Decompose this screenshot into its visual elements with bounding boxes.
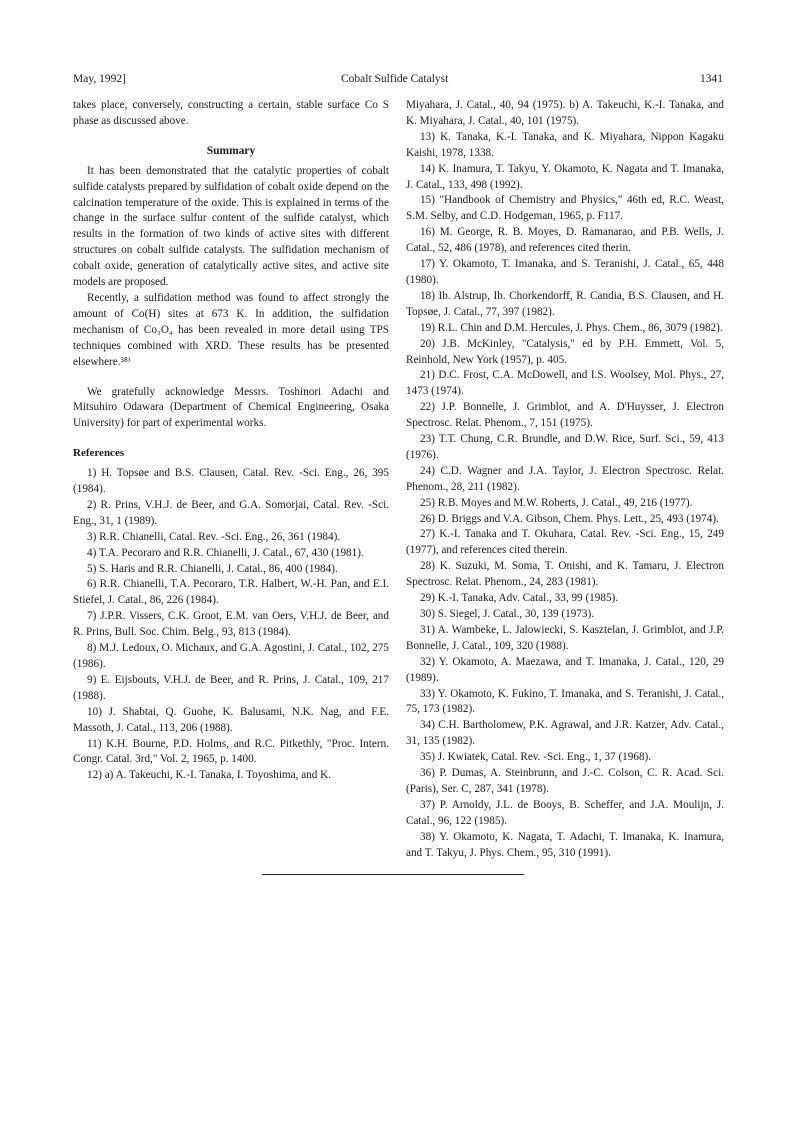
reference-item: 36) P. Dumas, A. Steinbrunn, and J.-C. Colson, C. R. Acad. Sci. (Paris), Ser. C, 287, 341 (1978). [406,767,724,795]
summary-paragraph-1: It has been demonstrated that the catalytic properties of cobalt sulfide catalysts prepared by sulfidation of cobalt oxide depend on the calcination temperature of the oxide. This is explained in terms of the change in the surface sulfur content of the sulfide catalyst, which results in the formation of two kinds of active sites with different structures on cobalt sulfide catalysts. The sulfidation mechanism of cobalt oxide, generation of catalytically active sites, and active site models are proposed. [73,164,389,289]
reference-item: 26) D. Briggs and V.A. Gibson, Chem. Phys. Lett., 25, 493 (1974). [420,512,719,525]
reference-item: 16) M. George, R. B. Moyes, D. Ramanarao, and P.B. Wells, J. Catal., 52, 486 (1978), and references cited therin. [406,226,724,255]
reference-item: 25) R.B. Moyes and M.W. Roberts, J. Catal., 49, 216 (1977). [420,496,693,509]
reference-item: 12) a) A. Takeuchi, K.-I. Tanaka, I. Toyoshima, and K. [87,769,332,782]
reference-item: 28) K. Suzuki, M. Soma, T. Onishi, and K. Tamaru, J. Electron Spectrosc. Relat. Phenom., 24, 283 (1981). [406,560,724,589]
page-number: 1341 [700,73,723,85]
reference-item: 31) A. Wambeke, L. Jalowiecki, S. Kasztelan, J. Grimblot, and J.P. Bonnelle, J. Catal., 109, 320 (1988). [406,623,724,652]
carry-over-paragraph: takes place, conversely, constructing a certain, stable surface Co S phase as discussed above. [73,99,389,127]
header-date: May, 1992] [73,73,126,85]
reference-item: 30) S. Siegel, J. Catal., 30, 139 (1973). [420,608,595,620]
reference-item: 5) S. Haris and R.R. Chianelli, J. Catal., 86, 400 (1984). [87,562,338,575]
reference-item: 3) R.R. Chianelli, Catal. Rev. -Sci. Eng., 26, 361 (1984). [87,530,341,543]
reference-item: 34) C.H. Bartholomew, P.K. Agrawal, and J.R. Katzer, Adv. Catal., 31, 135 (1982). [406,719,724,748]
reference-item: 35) J. Kwiatek, Catal. Rev. -Sci. Eng., 1, 37 (1968). [420,751,652,764]
reference-item: 13) K. Tanaka, K.-I. Tanaka, and K. Miyahara, Nippon Kagaku Kaishi, 1978, 1338. [406,130,724,159]
reference-item: 22) J.P. Bonnelle, J. Grimblot, and A. D'Huysser, J. Electron Spectrosc. Relat. Phenom., 7, 151 (1975). [406,401,724,430]
reference-item: 8) M.J. Ledoux, O. Michaux, and G.A. Agostini, J. Catal., 102, 275 (1986). [73,642,389,670]
reference-item: 17) Y. Okamoto, T. Imanaka, and S. Teranishi, J. Catal., 65, 448 (1980). [406,258,724,286]
reference-item: 2) R. Prins, V.H.J. de Beer, and G.A. Somorjai, Catal. Rev. -Sci. Eng., 31, 1 (1989). [73,498,389,527]
references-heading: References [73,447,125,460]
left-column [73,98,389,784]
reference-item: 11) K.H. Bourne, P.D. Holms, and R.C. Pitkethly, "Proc. Intern. Congr. Catal. 3rd," Vol. 2, 1965, p. 1400. [73,737,389,766]
running-header [73,73,723,89]
reference-item: 10) J. Shabtai, Q. Guohe, K. Balusami, N.K. Nag, and F.E. Massoth, J. Catal., 113, 206 (1988). [73,705,389,734]
references-list-left [73,466,389,784]
reference-item: 18) Ib. Alstrup, Ib. Chorkendorff, R. Candia, B.S. Clausen, and H. Topsøe, J. Catal., 77, 397 (1982). [406,289,724,318]
reference-item: 23) T.T. Chung, C.R. Brundle, and D.W. Rice, Surf. Sci., 59, 413 (1976). [406,433,724,461]
reference-item: 33) Y. Okamoto, K. Fukino, T. Imanaka, and S. Teranishi, J. Catal., 75, 173 (1982). [406,687,724,716]
summary-heading: Summary [206,144,256,157]
reference-item: 24) C.D. Wagner and J.A. Taylor, J. Electron Spectrosc. Relat. Phenom., 28, 211 (1982). [406,464,724,493]
reference-item: 38) Y. Okamoto, K. Nagata, T. Adachi, T. Imanaka, K. Inamura, and T. Takyu, J. Phys. Chem., 95, 310 (1991). [406,830,724,859]
reference-item: 4) T.A. Pecoraro and R.R. Chianelli, J. Catal., 67, 430 (1981). [87,546,364,559]
summary-paragraph-2: Recently, a sulfidation method was found to affect strongly the amount of Co(H) sites at 673 K. In addition, the sulfidation mechanism of Co₃O₄ has been revealed in more detail using TPS techniques combined with XRD. These results has be presented elsewhere.³⁸⁾ [73,291,389,368]
acknowledgment-paragraph: We gratefully acknowledge Messrs. Toshinori Adachi and Mitsuhiro Odawara (Department of Chemical Engineering, Osaka University) for part of experimental works. [73,385,389,430]
reference-continuation: Miyahara, J. Catal., 40, 94 (1975). b) A. Takeuchi, K.-I. Tanaka, and K. Miyahara, J. Catal., 40, 101 (1975). [406,99,724,127]
reference-item: 27) K.-I. Tanaka and T. Okuhara, Catal. Rev. -Sci. Eng., 15, 249 (1977), and references cited therein. [406,528,724,557]
reference-item: 6) R.R. Chianelli, T.A. Pecoraro, T.R. Halbert, W.-H. Pan, and E.I. Stiefel, J. Catal., 86, 226 (1984). [73,578,389,607]
reference-item: 37) P. Arnoldy, J.L. de Booys, B. Scheffer, and J.A. Moulijn, J. Catal., 96, 122 (1985). [406,798,724,827]
reference-item: 19) R.L. Chin and D.M. Hercules, J. Phys. Chem., 86, 3079 (1982). [420,321,723,334]
reference-item: 7) J.P.R. Vissers, C.K. Groot, E.M. van Oers, V.H.J. de Beer, and R. Prins, Bull. Soc. Chim. Belg., 93, 813 (1984). [73,610,389,639]
reference-item: 15) "Handbook of Chemistry and Physics," 46th ed, R.C. Weast, S.M. Selby, and C.D. Hodgeman, 1965, p. F117. [406,194,724,223]
reference-item: 1) H. Topsøe and B.S. Clausen, Catal. Rev. -Sci. Eng., 26, 395 (1984). [73,467,389,496]
reference-item: 20) J.B. McKinley, "Catalysis," ed by P.H. Emmett, Vol. 5, Reinhold, New York (1957), p. 405. [406,337,724,366]
reference-item: 21) D.C. Frost, C.A. McDowell, and I.S. Woolsey, Mol. Phys., 27, 1473 (1974). [406,369,724,398]
right-column [406,98,724,862]
reference-item: 29) K.-I. Tanaka, Adv. Catal., 33, 99 (1985). [420,592,619,605]
end-rule [262,874,524,875]
header-title: Cobalt Sulfide Catalyst [341,73,449,85]
reference-item: 32) Y. Okamoto, A. Maezawa, and T. Imanaka, J. Catal., 120, 29 (1989). [406,655,724,684]
reference-item: 14) K. Inamura, T. Takyu, Y. Okamoto, K. Nagata and T. Imanaka, J. Catal., 133, 498 (1992). [406,162,724,191]
reference-item: 9) E. Eijsbouts, V.H.J. de Beer, and R. Prins, J. Catal., 109, 217 (1988). [73,673,389,702]
